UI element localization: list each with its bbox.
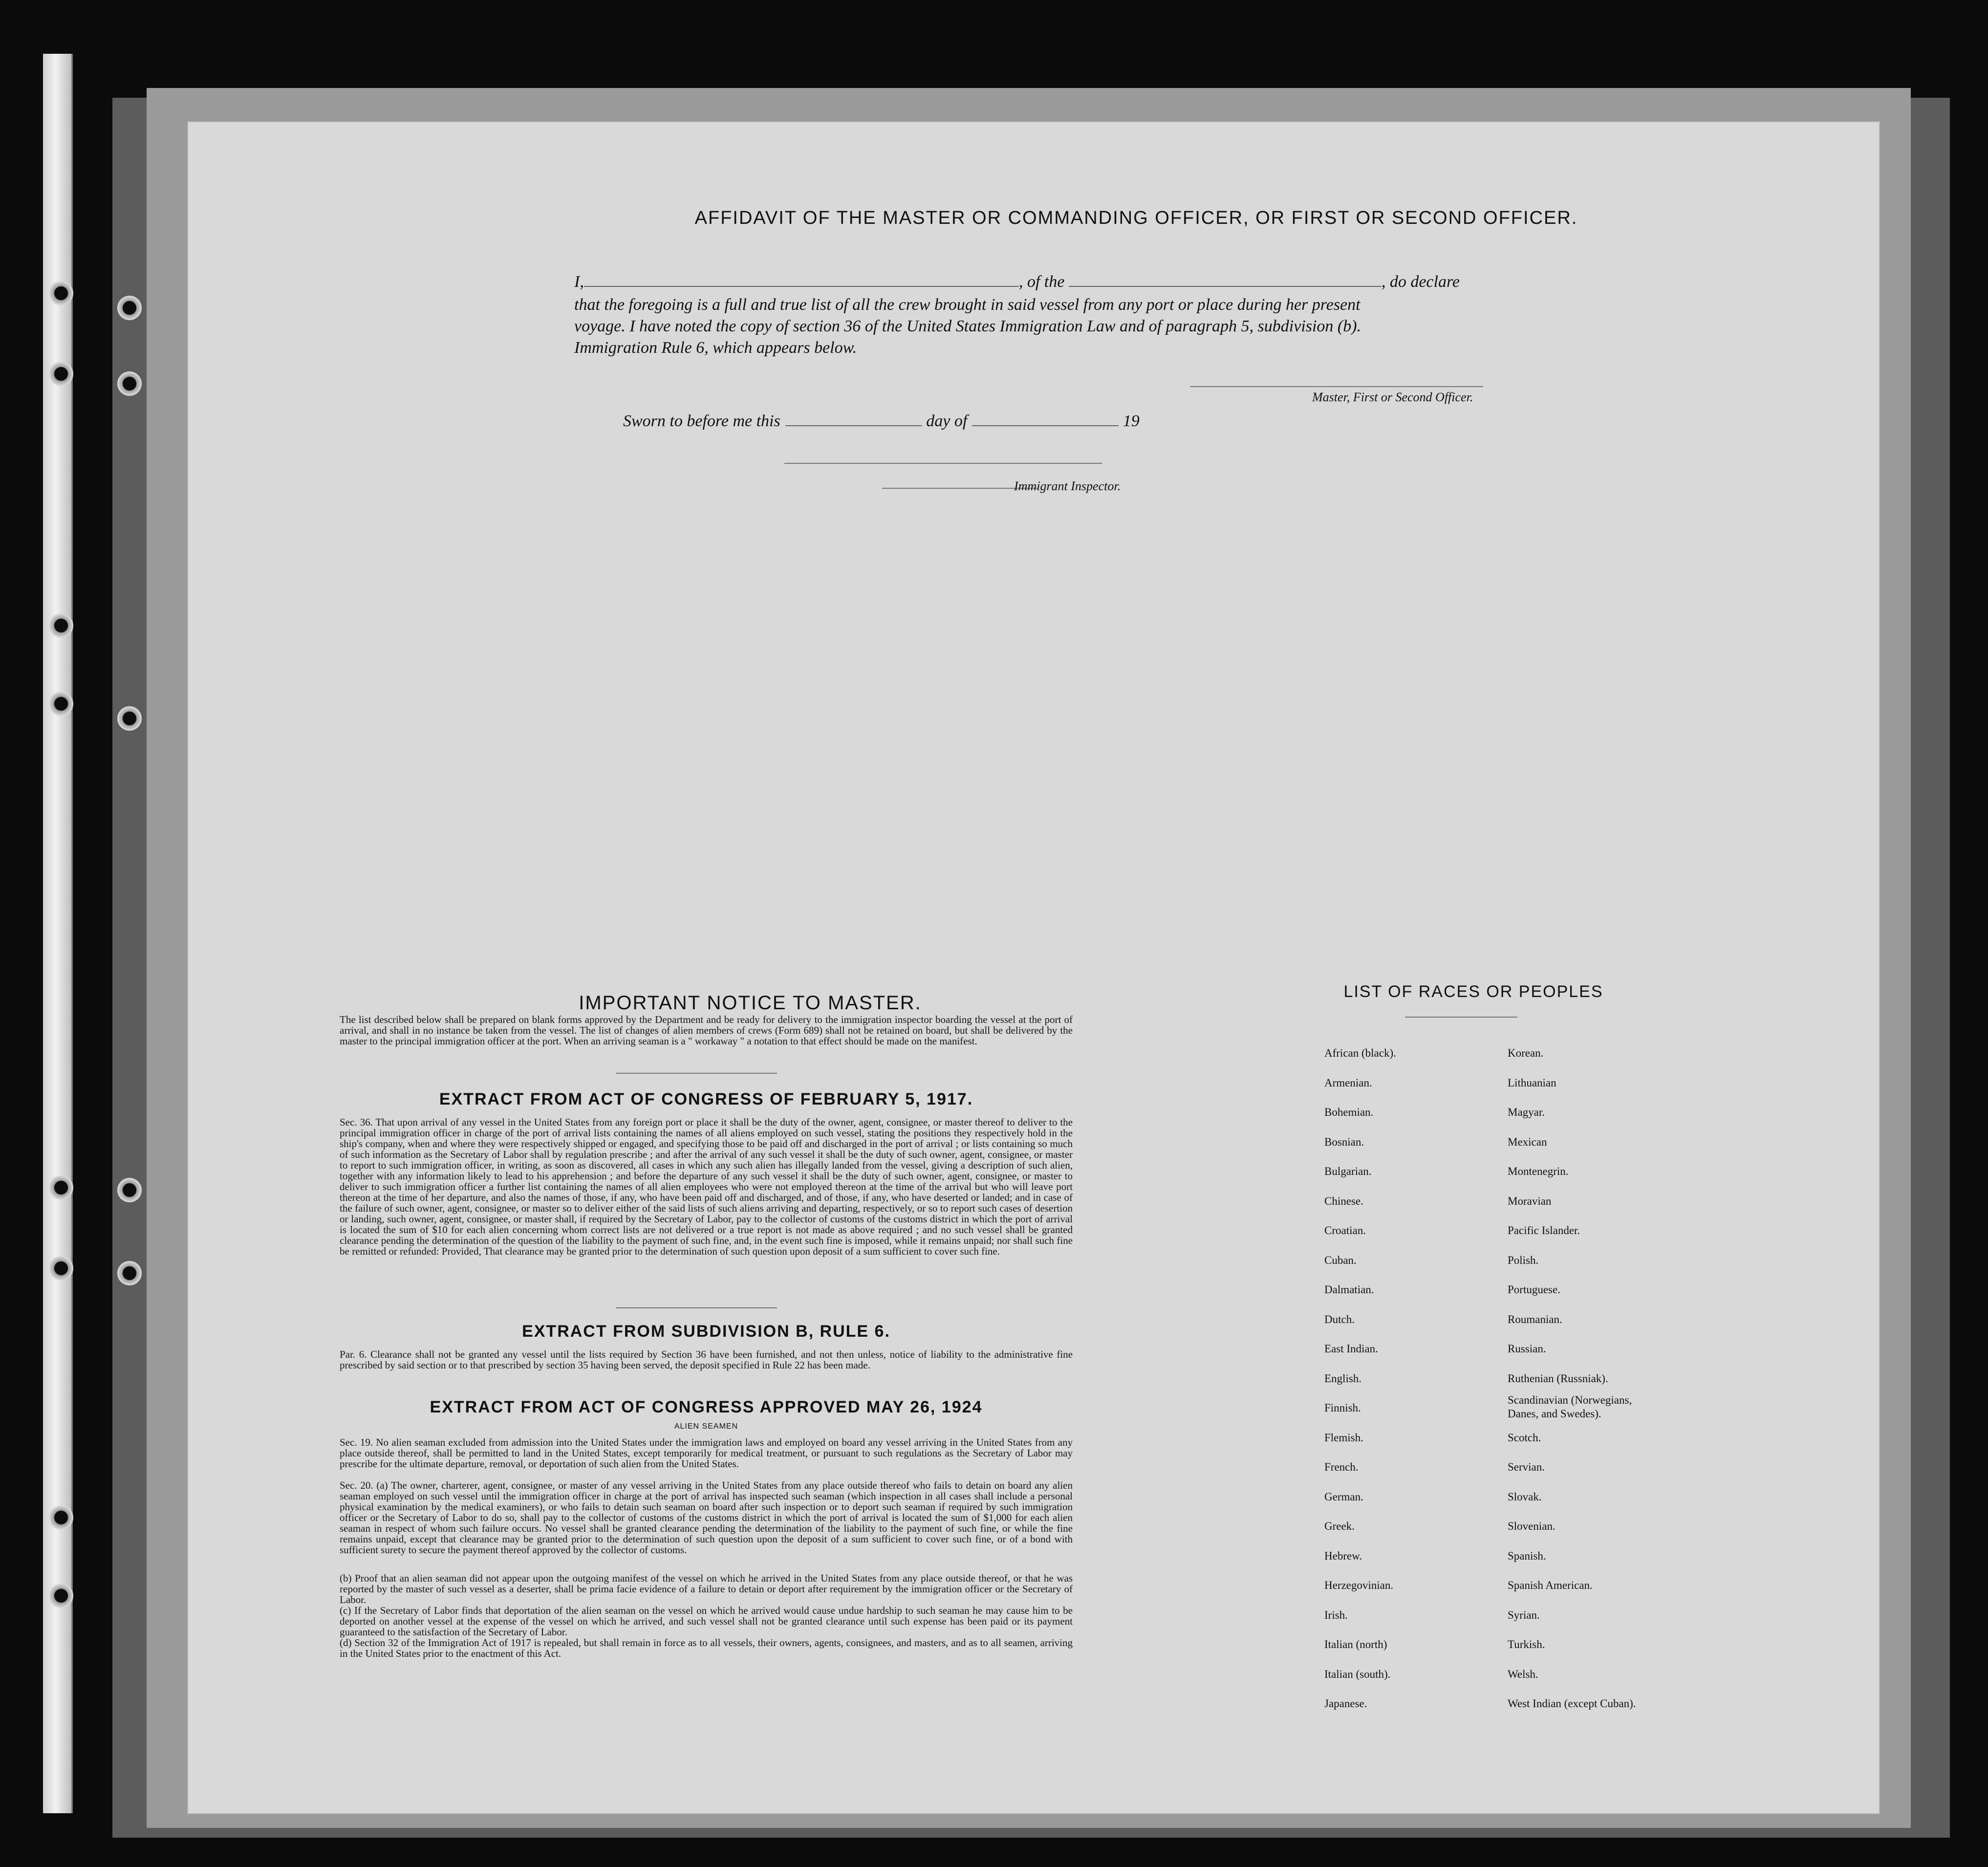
race-item: Chinese. — [1324, 1194, 1363, 1207]
race-item: Welsh. — [1508, 1668, 1538, 1680]
race-item: Syrian. — [1508, 1608, 1540, 1621]
affidavit-title: AFFIDAVIT OF THE MASTER OR COMMANDING OFFICER, OR FIRST OR SECOND OFFICER. — [694, 208, 1578, 228]
punch-hole — [49, 1505, 73, 1530]
document-page — [188, 122, 1879, 1813]
race-item: Scotch. — [1508, 1431, 1541, 1444]
master-label: Master, First or Second Officer. — [1312, 390, 1473, 404]
race-item: Pacific Islander. — [1508, 1224, 1580, 1237]
day-of-label: day of — [926, 412, 968, 430]
race-item: Italian (north) — [1324, 1638, 1387, 1650]
punch-hole — [49, 281, 73, 305]
race-item: East Indian. — [1324, 1343, 1378, 1355]
race-item: Bulgarian. — [1324, 1165, 1372, 1177]
race-item: Herzegovinian. — [1324, 1579, 1394, 1591]
name-blank — [584, 286, 1019, 287]
affidavit-line-2: that the foregoing is a full and true list of all the crew brought in said vessel from any port or place during her present — [574, 296, 1361, 314]
binder-strip — [43, 54, 73, 1813]
act-1917-text: Sec. 36. That upon arrival of any vessel in the United States from any foreign port or place it shall be the duty of the owner, agent, consignee, or master thereof to deliver to the principal immigration officer in charge of the port of arrival lists containing the names of all aliens employed on such vessel, stating the positions they respectively hold in the ship's company, when and where they were respectively shipped or engaged, and specifying those to be paid off and discharged in the port of arrival ; or lists containing so much of such information as the Secretary of Labor shall by regulation prescribe ; and after the arrival of any such vessel it shall be the duty of such owner, agent, consignee, or master to report to such immigration officer, in writing, as soon as discovered, all cases in which any such alien has illegally landed from the vessel, giving a description of such alien, together with any information likely to lead to his apprehension ; and before the departure of any such vessel it shall be the duty of such owner, agent, consignee, or master to deliver to such immigration officer a further list containing the names of all alien employees who were not employed thereon at the time of the arrival but who will leave port thereon at the time of her departure, and also the names of those, if any, who have been paid off and discharged, and of those, if any, who have deserted or landed; and in case of the failure of such owner, agent, consignee, or master so to deliver either of the said lists of such aliens arriving and departing, respectively, or so to report such cases of desertion or landing, such owner, agent, consignee, or master shall, if required by the Secretary of Labor, pay to the collector of customs of the customs district in which the port of arrival is located the sum of $10 for each alien concerning whom correct lists are not delivered or a true report is not made as above required ; and no such vessel shall be granted clearance pending the determination of the question of the liability to the payment of such fine, and, in the event such fine is imposed, while it remains unpaid; nor shall such fine be remitted or refunded: Provided, That clearance may be granted prior to the determination of such question upon deposit of a sum sufficient to cover such fine. — [340, 1116, 1073, 1257]
race-item: German. — [1324, 1490, 1363, 1503]
race-item: Portuguese. — [1508, 1283, 1560, 1296]
act-1924-title: EXTRACT FROM ACT OF CONGRESS APPROVED MAY 26, 1924 — [430, 1398, 983, 1416]
act-1924-sec20a: Sec. 20. (a) The owner, charterer, agent, consignee, or master of any vessel arriving in the United States from any place outside thereof who fails to detain on board any alien seaman employed on such vessel until the immigration officer in charge at the port of arrival has inspected such seaman (which inspection in all cases shall include a personal physical examination by the medical examiners), or who fails to detain such seaman on board after such inspection or to deport such seaman if required by such immigration officer or the Secretary of Labor to do so, shall pay to the collector of customs of the customs district in which the port of arrival is located the sum of $1,000 for each alien seaman in respect of whom such failure occurs. No vessel shall be granted clearance pending the determination of the liability to the payment of such fine, or while the fine remains unpaid, except that clearance may be granted prior to the determination of such question upon the deposit of a sum sufficient to cover such fine, or of a bond with sufficient surety to secure the payment thereof approved by the collector of customs. — [340, 1479, 1073, 1556]
vessel-blank — [1069, 286, 1382, 287]
sworn-day-blank — [785, 425, 922, 426]
race-item: Hebrew. — [1324, 1549, 1362, 1562]
race-item: Spanish American. — [1508, 1579, 1593, 1591]
punch-hole — [49, 613, 73, 638]
race-item: Lithuanian — [1508, 1076, 1556, 1089]
notice-text: The list described below shall be prepared on blank forms approved by the Department and be ready for delivery to the immigration inspector boarding the vessel at the port of arrival, and shall in no instance be taken from the vessel. The list of changes of alien members of crews (Form 689) shall not be retained on board, but shall be delivered by the master to the principal immigration officer at the port. When an arriving seaman is a " workaway " a notation to that effect should be made on the manifest. — [340, 1014, 1073, 1047]
punch-hole — [49, 692, 73, 716]
race-item: Moravian — [1508, 1194, 1552, 1207]
act-1917-title: EXTRACT FROM ACT OF CONGRESS OF FEBRUARY 5, 1917. — [439, 1090, 973, 1108]
race-item: Italian (south). — [1324, 1668, 1391, 1680]
year-label: 19 — [1123, 412, 1140, 430]
punch-hole — [117, 296, 142, 320]
race-item: Roumanian. — [1508, 1313, 1562, 1325]
races-separator — [1405, 1017, 1517, 1018]
act-1924-sec20b: (b) Proof that an alien seaman did not appear upon the outgoing manifest of the vessel on which he arrived in the United States from any place outside thereof, or that he was reported by the master of such vessel as a deserter, shall be prima facie evidence of a failure to detain or deport after requirement by the immigration officer or the Secretary of Labor. — [340, 1572, 1073, 1606]
race-item: Greek. — [1324, 1520, 1355, 1532]
race-item: Irish. — [1324, 1608, 1348, 1621]
races-list-right — [1508, 1039, 1762, 1719]
race-item: Finnish. — [1324, 1402, 1361, 1414]
affidavit-of-the: , of the — [1018, 273, 1065, 291]
punch-hole — [117, 1261, 142, 1285]
affidavit-line-3: voyage. I have noted the copy of section 36 of the United States Immigration Law and of paragraph 5, subdivision (b). — [574, 317, 1361, 335]
race-item: Armenian. — [1324, 1076, 1372, 1089]
races-list-left — [1324, 1039, 1481, 1719]
affidavit-line-1 — [574, 271, 1571, 293]
act-1924-sec19: Sec. 19. No alien seaman excluded from admission into the United States under the immigration laws and employed on board any vessel arriving in the United States from any place outside thereof, shall be permitted to land in the United States, except temporarily for medical treatment, or pursuant to such regulations as the Secretary of Labor may prescribe for the ultimate departure, removal, or deportation of such alien from the United States. — [340, 1436, 1073, 1470]
affidavit-do-declare: , do declare — [1381, 273, 1460, 291]
punch-hole — [117, 1178, 142, 1202]
races-title: LIST OF RACES OR PEOPLES — [1343, 982, 1603, 1001]
rule6-text: Par. 6. Clearance shall not be granted any vessel until the lists required by Section 36 have been furnished, and not then unless, notice of liability to the administrative fine prescribed by said section or to that prescribed by section 35 having been served, the deposit specified in Rule 22 has been made. — [340, 1348, 1073, 1371]
punch-hole — [49, 1256, 73, 1281]
race-item: Dutch. — [1324, 1313, 1355, 1325]
race-item: Bosnian. — [1324, 1135, 1364, 1148]
punch-hole — [49, 362, 73, 386]
race-item: Magyar. — [1508, 1106, 1545, 1118]
affidavit-line-4: Immigration Rule 6, which appears below. — [574, 339, 857, 357]
race-item: Ruthenian (Russniak). — [1508, 1372, 1608, 1385]
race-item: Polish. — [1508, 1254, 1539, 1266]
punch-hole — [117, 371, 142, 396]
race-item: Dalmatian. — [1324, 1283, 1374, 1296]
act-1924-subtitle: ALIEN SEAMEN — [674, 1422, 738, 1431]
race-item: Cuban. — [1324, 1254, 1357, 1266]
sworn-label: Sworn to before me this — [623, 412, 780, 430]
separator — [616, 1073, 777, 1074]
race-item: Japanese. — [1324, 1697, 1367, 1710]
race-item: Turkish. — [1508, 1638, 1545, 1650]
race-item: Croatian. — [1324, 1224, 1366, 1237]
race-item: Russian. — [1508, 1343, 1546, 1355]
race-item: Korean. — [1508, 1047, 1544, 1059]
inspector-signature-line-1 — [784, 463, 1102, 464]
act-1924-sec20c: (c) If the Secretary of Labor finds that deportation of the alien seaman on the vessel on which he arrived would cause undue hardship to such seaman he may cause him to be deported on another vessel at the expense of the vessel on which he arrived, and such vessel shall not be granted clearance until such expense has been paid or its payment guaranteed to the satisfaction of the Secretary of Labor. — [340, 1605, 1073, 1638]
race-item: French. — [1324, 1461, 1359, 1473]
race-item: Slovenian. — [1508, 1520, 1556, 1532]
race-item: Bohemian. — [1324, 1106, 1374, 1118]
inspector-label: Immigrant Inspector. — [1014, 479, 1121, 493]
race-item: African (black). — [1324, 1047, 1396, 1059]
master-signature-line — [1190, 386, 1483, 387]
race-item: West Indian (except Cuban). — [1508, 1697, 1636, 1710]
sworn-line — [623, 411, 1210, 432]
punch-hole — [49, 1175, 73, 1200]
race-item: English. — [1324, 1372, 1362, 1385]
race-item: Spanish. — [1508, 1549, 1546, 1562]
act-1924-sec20d: (d) Section 32 of the Immigration Act of 1917 is repealed, but shall remain in force as to all vessels, their owners, agents, consignees, and masters, and as to all seamen, arriving in the United States prior to the enactment of this Act. — [340, 1637, 1073, 1659]
punch-hole — [117, 706, 142, 731]
race-item: Slovak. — [1508, 1490, 1542, 1503]
sworn-month-blank — [972, 425, 1119, 426]
affidavit-i: I, — [574, 273, 584, 291]
notice-title: IMPORTANT NOTICE TO MASTER. — [579, 992, 922, 1014]
rule6-title: EXTRACT FROM SUBDIVISION B, RULE 6. — [522, 1322, 890, 1341]
race-item: Scandinavian (Norwegians, Danes, and Swedes). — [1508, 1394, 1632, 1420]
race-item: Servian. — [1508, 1461, 1545, 1473]
race-item: Mexican — [1508, 1135, 1547, 1148]
punch-hole — [49, 1584, 73, 1608]
race-item: Montenegrin. — [1508, 1165, 1569, 1177]
separator — [616, 1307, 777, 1308]
race-item: Flemish. — [1324, 1431, 1363, 1444]
